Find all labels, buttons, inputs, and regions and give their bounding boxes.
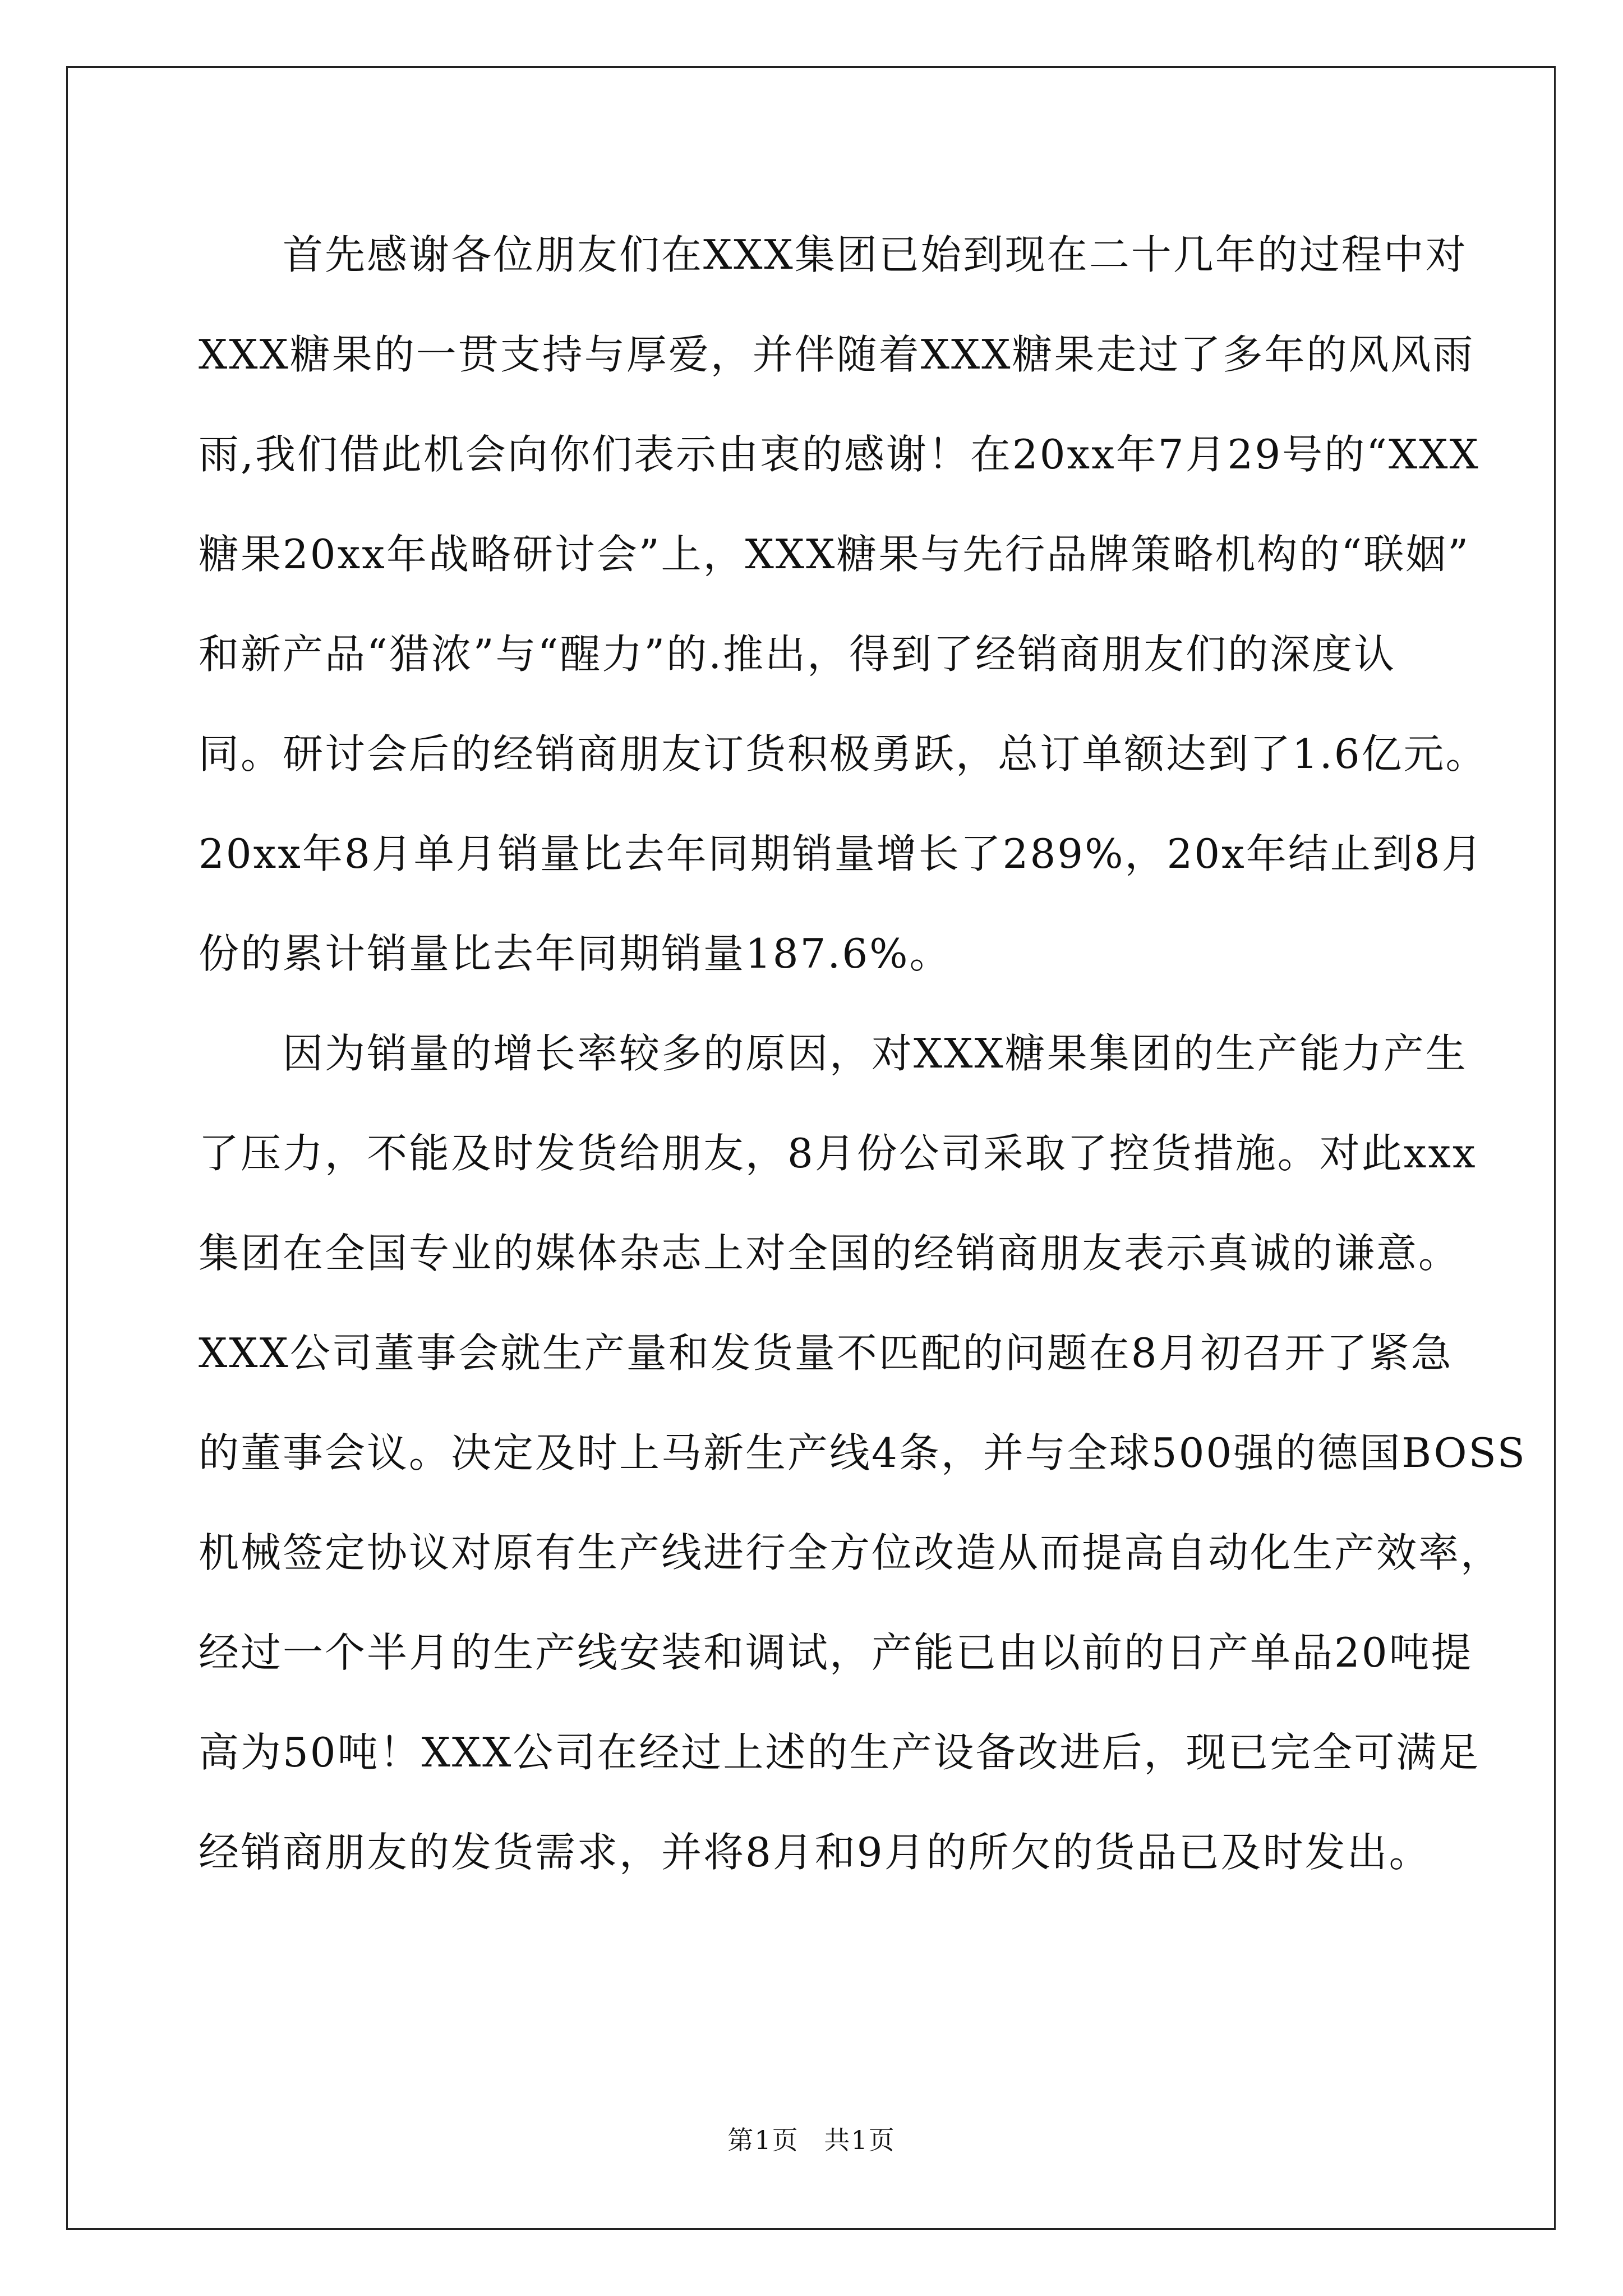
- document-body: [199, 205, 1527, 1902]
- paragraph-line: 经过一个半月的生产线安装和调试，产能已由以前的日产单品20吨提: [199, 1629, 1473, 1676]
- paragraph-line: XXX糖果的一贯支持与厚爱，并伴随着XXX糖果走过了多年的风风雨: [199, 331, 1475, 378]
- paragraph-line: 同。研讨会后的经销商朋友订货积极勇跃，总订单额达到了1.6亿元。: [199, 730, 1488, 777]
- paragraph-line: 机械签定协议对原有生产线进行全方位改造从而提高自动化生产效率，: [199, 1529, 1503, 1576]
- paragraph-line: 雨,我们借此机会向你们表示由衷的感谢！在20xx年7月29号的“XXX: [199, 431, 1480, 478]
- paragraph-line: 首先感谢各位朋友们在XXX集团已始到现在二十几年的过程中对: [283, 231, 1468, 278]
- page-footer: [0, 2123, 1623, 2157]
- page-number: 第1页: [727, 2125, 799, 2155]
- paragraph-line: 集团在全国专业的媒体杂志上对全国的经销商朋友表示真诚的谦意。: [199, 1230, 1461, 1277]
- paragraph-line: XXX公司董事会就生产量和发货量不匹配的问题在8月初召开了紧急: [199, 1329, 1453, 1377]
- paragraph-line: 糖果20xx年战略研讨会”上，XXX糖果与先行品牌策略机构的“联姻”: [199, 531, 1470, 578]
- paragraph-1: [199, 205, 1488, 1004]
- paragraph-2: [199, 1004, 1527, 1902]
- paragraph-line: 了压力，不能及时发货给朋友，8月份公司采取了控货措施。对此xxx: [199, 1130, 1477, 1177]
- paragraph-line: 经销商朋友的发货需求，并将8月和9月的所欠的货品已及时发出。: [199, 1829, 1431, 1876]
- paragraph-line: 20xx年8月单月销量比去年同期销量增长了289%，20x年结止到8月: [199, 830, 1484, 877]
- paragraph-line: 份的累计销量比去年同期销量187.6%。: [199, 930, 952, 977]
- paragraph-line: 因为销量的增长率较多的原因，对XXX糖果集团的生产能力产生: [283, 1030, 1468, 1077]
- page-total: 共1页: [824, 2125, 896, 2155]
- paragraph-line: 和新产品“猎浓”与“醒力”的.推出，得到了经销商朋友们的深度认: [199, 631, 1396, 678]
- paragraph-line: 的董事会议。决定及时上马新生产线4条，并与全球500强的德国BOSS: [199, 1429, 1527, 1476]
- paragraph-line: 高为50吨！XXX公司在经过上述的生产设备改进后，现已完全可满足: [199, 1729, 1481, 1776]
